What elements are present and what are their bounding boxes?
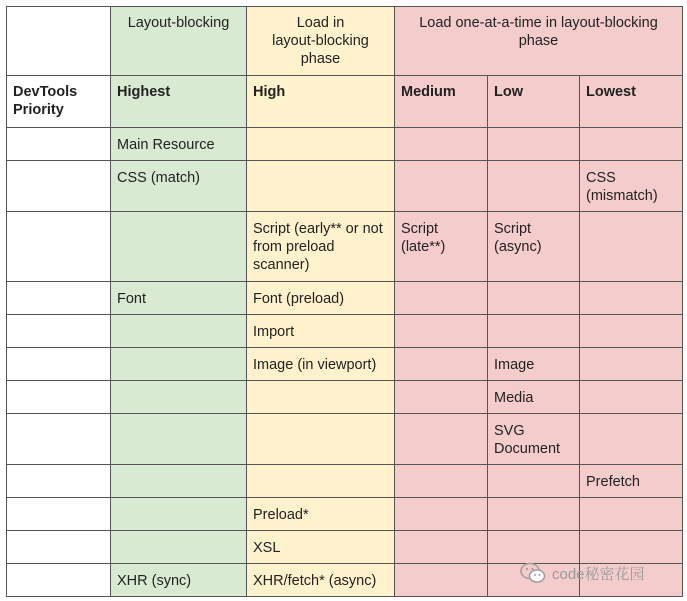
cell-medium <box>395 315 488 348</box>
cell-lowest <box>580 348 683 381</box>
table-row <box>7 414 683 465</box>
cell-lowest <box>580 128 683 161</box>
cell-blank <box>7 315 111 348</box>
cell-medium <box>395 465 488 498</box>
priority-highest: Highest <box>111 76 247 128</box>
cell-lowest <box>580 282 683 315</box>
table-row <box>7 212 683 282</box>
cell-highest <box>111 531 247 564</box>
cell-highest <box>111 381 247 414</box>
table-row <box>7 128 683 161</box>
cell-medium <box>395 498 488 531</box>
cell-blank <box>7 465 111 498</box>
header-corner <box>7 7 111 76</box>
priority-table <box>6 6 683 597</box>
cell-medium <box>395 531 488 564</box>
watermark <box>520 560 678 586</box>
cell-medium <box>395 128 488 161</box>
cell-low: Image <box>488 348 580 381</box>
cell-blank <box>7 161 111 212</box>
cell-high <box>247 128 395 161</box>
table-row <box>7 498 683 531</box>
header-load-one-at-a-time: Load one-at-a-time in layout-blocking phase <box>395 7 683 76</box>
cell-low <box>488 531 580 564</box>
cell-low <box>488 315 580 348</box>
table-row <box>7 348 683 381</box>
cell-high <box>247 161 395 212</box>
table-row <box>7 381 683 414</box>
cell-lowest: CSS (mismatch) <box>580 161 683 212</box>
cell-blank <box>7 414 111 465</box>
cell-highest: Main Resource <box>111 128 247 161</box>
cell-blank <box>7 128 111 161</box>
cell-low: Script (async) <box>488 212 580 282</box>
cell-high: Preload* <box>247 498 395 531</box>
priority-low: Low <box>488 76 580 128</box>
cell-high: Import <box>247 315 395 348</box>
header-layout-blocking: Layout-blocking <box>111 7 247 76</box>
cell-blank <box>7 531 111 564</box>
cell-blank <box>7 212 111 282</box>
cell-high: Image (in viewport) <box>247 348 395 381</box>
wechat-icon <box>520 562 546 584</box>
cell-low <box>488 498 580 531</box>
watermark-text: code秘密花园 <box>552 565 645 583</box>
cell-lowest <box>580 381 683 414</box>
cell-low: Media <box>488 381 580 414</box>
cell-medium: Script (late**) <box>395 212 488 282</box>
cell-high: XHR/fetch* (async) <box>247 564 395 597</box>
cell-lowest: Prefetch <box>580 465 683 498</box>
cell-medium <box>395 348 488 381</box>
cell-medium <box>395 161 488 212</box>
cell-high <box>247 414 395 465</box>
cell-highest <box>111 465 247 498</box>
cell-highest <box>111 315 247 348</box>
cell-high <box>247 381 395 414</box>
cell-highest: Font <box>111 282 247 315</box>
cell-high: XSL <box>247 531 395 564</box>
cell-blank <box>7 381 111 414</box>
cell-lowest <box>580 531 683 564</box>
cell-blank <box>7 564 111 597</box>
cell-low <box>488 128 580 161</box>
cell-medium <box>395 282 488 315</box>
table-row <box>7 161 683 212</box>
table-row <box>7 531 683 564</box>
cell-medium <box>395 414 488 465</box>
cell-blank <box>7 498 111 531</box>
cell-highest: XHR (sync) <box>111 564 247 597</box>
cell-blank <box>7 282 111 315</box>
header-load-in-phase: Load in layout-blocking phase <box>247 7 395 76</box>
cell-low <box>488 282 580 315</box>
cell-highest <box>111 348 247 381</box>
cell-highest: CSS (match) <box>111 161 247 212</box>
cell-low: SVG Document <box>488 414 580 465</box>
cell-lowest <box>580 315 683 348</box>
cell-low <box>488 161 580 212</box>
cell-low <box>488 465 580 498</box>
cell-lowest <box>580 414 683 465</box>
cell-lowest <box>580 212 683 282</box>
table-row <box>7 282 683 315</box>
cell-medium <box>395 381 488 414</box>
priority-lowest: Lowest <box>580 76 683 128</box>
priority-high: High <box>247 76 395 128</box>
cell-high: Font (preload) <box>247 282 395 315</box>
cell-highest <box>111 212 247 282</box>
cell-high: Script (early** or not from preload scanner) <box>247 212 395 282</box>
cell-lowest <box>580 498 683 531</box>
priority-medium: Medium <box>395 76 488 128</box>
cell-highest <box>111 414 247 465</box>
table-row <box>7 465 683 498</box>
cell-blank <box>7 348 111 381</box>
priority-label: DevTools Priority <box>7 76 111 128</box>
table-row <box>7 315 683 348</box>
header-row <box>7 7 683 76</box>
cell-high <box>247 465 395 498</box>
priority-row <box>7 76 683 128</box>
cell-medium <box>395 564 488 597</box>
cell-highest <box>111 498 247 531</box>
